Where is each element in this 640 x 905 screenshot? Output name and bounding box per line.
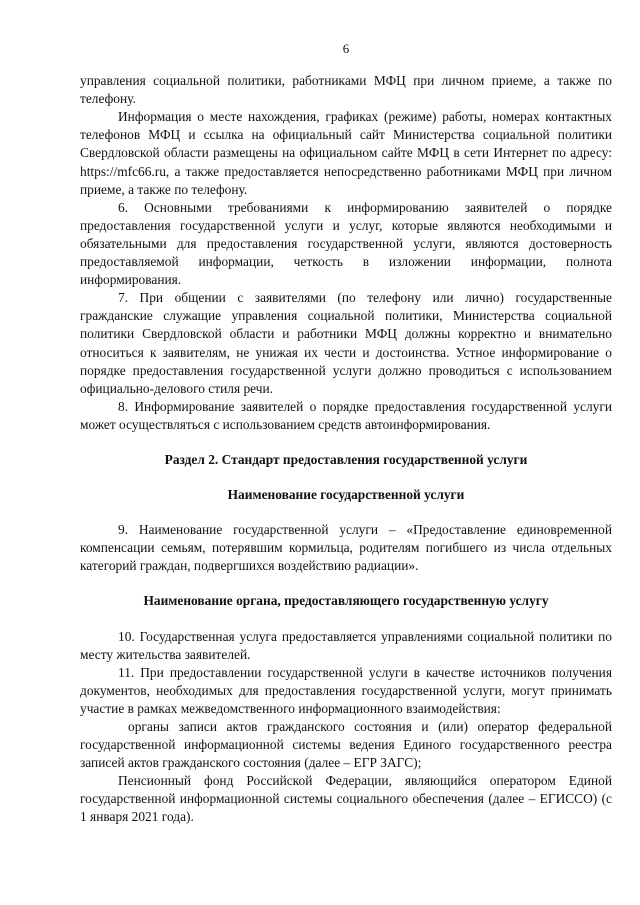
document-page — [80, 40, 612, 827]
paragraph-mfc-info: Информация о месте нахождения, графиках (режиме) работы, номерах контактных телефонов МФЦ и ссылка на официальный сайт Министерства социальной политики Свердловской области размещены на официальном сайте МФЦ в сети Интернет по адресу: https://mfc66.ru, а также предоставляется непосредственно работниками МФЦ при личном приеме, а также по телефону. — [80, 109, 612, 197]
page-number: 6 — [342, 41, 350, 56]
paragraph-9: 9. Наименование государственной услуги – «Предоставление единовременной компенсации семьям, потерявшим кормильца, родителям погибшего из числа отдельных категорий граждан, подвергшихся воздействию радиации». — [80, 522, 612, 574]
paragraph-11-item-zags: органы записи актов гражданского состояния и (или) оператор федеральной государственной информационной системы ведения Единого государственного реестра записей актов гражданского состояния (далее – ЕГР ЗАГС); — [80, 719, 612, 771]
paragraph-7: 7. При общении с заявителями (по телефону или лично) государственные гражданские служащие управления социальной политики, Министерства социальной политики Свердловской области и работники МФЦ должны корректно и внимательно относиться к заявителям, не унижая их чести и достоинства. Устное информирование о порядке предоставления государственной услуги должно проводиться с использованием официально-делового стиля речи. — [80, 290, 612, 396]
paragraph-10: 10. Государственная услуга предоставляется управлениями социальной политики по месту жительства заявителей. — [80, 628, 612, 662]
paragraph-11: 11. При предоставлении государственной услуги в качестве источников получения документов, необходимых для предоставления государственной услуги, могут принимать участие в рамках межведомственного информационного взаимодействия: — [80, 664, 612, 716]
paragraph-continuation: управления социальной политики, работниками МФЦ при личном приеме, а также по телефону. — [80, 73, 612, 107]
section-title: Раздел 2. Стандарт предоставления государственной услуги — [164, 451, 528, 467]
paragraph-6: 6. Основными требованиями к информированию заявителей о порядке предоставления государственной услуги и услуг, которые являются необходимыми и обязательными для предоставления государственной услуги, являются достоверность предоставляемой информации, четкость в изложении информации, полнота информирования. — [80, 199, 612, 288]
paragraph-8: 8. Информирование заявителей о порядке предоставления государственной услуги может осуществляться с использованием средств автоинформирования. — [80, 398, 612, 432]
heading-authority: Наименование органа, предоставляющего государственную услугу — [143, 593, 549, 609]
paragraph-11-item-pfr: Пенсионный фонд Российской Федерации, являющийся оператором Единой государственной информационной системы социального обеспечения (далее – ЕГИССО) (с 1 января 2021 года). — [80, 773, 612, 825]
heading-service-name: Наименование государственной услуги — [227, 487, 465, 503]
